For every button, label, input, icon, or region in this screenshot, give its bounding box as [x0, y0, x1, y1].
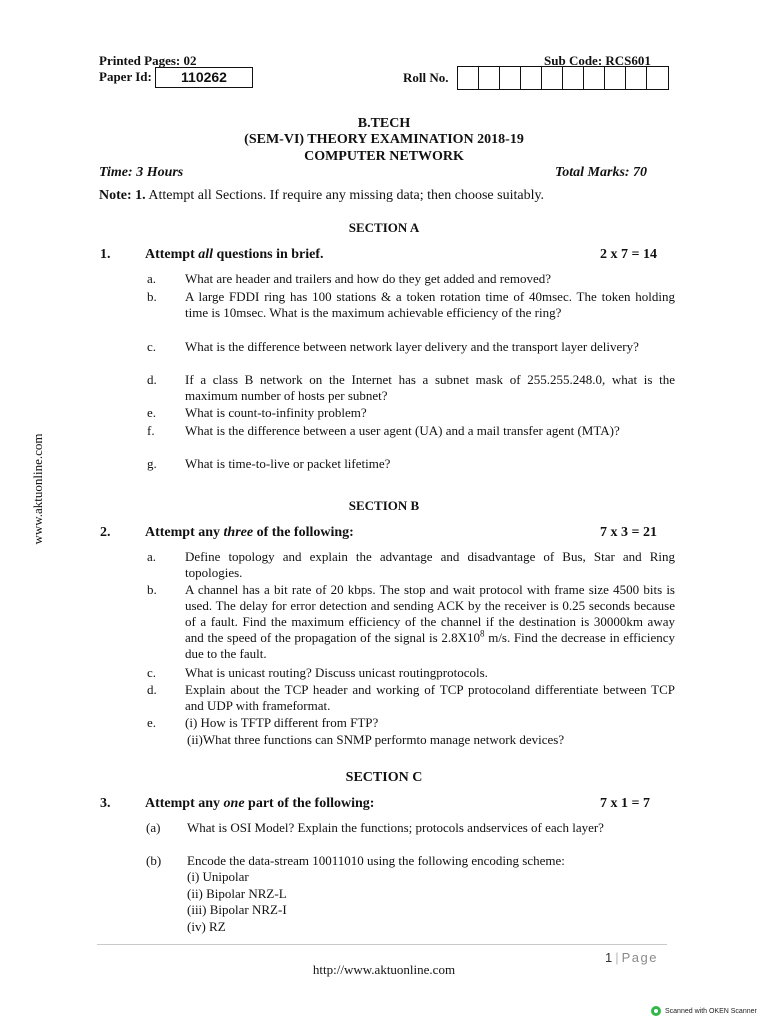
- q1-f-letter: f.: [147, 423, 155, 438]
- q1-f-text: What is the difference between a user agent (UA) and a mail transfer agent (MTA)?: [185, 423, 620, 438]
- q1-c-text: What is the difference between network layer delivery and the transport layer delivery?: [185, 339, 639, 354]
- q1-a-text: What are header and trailers and how do they get added and removed?: [185, 271, 552, 286]
- q2-e-line2: (ii)What three functions can SNMP performto manage network devices?: [187, 732, 565, 747]
- note-number: 1.: [135, 188, 146, 203]
- question-2-number: 2.: [100, 525, 111, 540]
- footer-rule: [97, 944, 667, 945]
- roll-no-box[interactable]: [458, 67, 479, 89]
- note-label: Note:: [99, 188, 132, 203]
- q3-b-sub-2: (ii) Bipolar NRZ-L: [187, 886, 287, 901]
- q1-a-letter: a.: [147, 271, 157, 286]
- page-number: 1 | Page: [605, 950, 658, 965]
- q3-b-letter: (b): [146, 853, 162, 868]
- scanner-logo-icon: [651, 1006, 661, 1016]
- time-label: Time: 3 Hours: [99, 165, 184, 180]
- question-3-marks: 7 x 1 = 7: [600, 796, 650, 811]
- section-a-heading: SECTION A: [348, 220, 420, 235]
- q2-a-text: Define topology and explain the advantage and disadvantage of Bus, Star and Ring topologies.: [185, 549, 675, 580]
- section-c-heading: SECTION C: [345, 770, 423, 785]
- paper-id-value: 110262: [155, 67, 253, 88]
- roll-no-box[interactable]: [584, 67, 605, 89]
- roll-no-box[interactable]: [479, 67, 500, 89]
- question-3-instruction: Attempt any one part of the following:: [145, 796, 375, 811]
- q2-a-letter: a.: [147, 549, 157, 564]
- scanner-label: Scanned with OKEN Scanner: [665, 1007, 757, 1015]
- question-3-number: 3.: [100, 796, 111, 811]
- question-2-marks: 7 x 3 = 21: [600, 525, 657, 540]
- subject-title: COMPUTER NETWORK: [304, 149, 464, 164]
- q2-e-letter: e.: [147, 715, 157, 730]
- q3-a-text: What is OSI Model? Explain the functions; protocols andservices of each layer?: [187, 820, 604, 835]
- q2-d-letter: d.: [147, 682, 157, 697]
- q1-b-text: A large FDDI ring has 100 stations & a token rotation time of 40msec. The token holding time is 10msec. What is the maximum achievable efficiency of the ring?: [185, 289, 675, 320]
- q2-d-text: Explain about the TCP header and working of TCP protocoland differentiate between TCP and UDP with frameformat.: [185, 682, 675, 713]
- roll-no-box[interactable]: [626, 67, 647, 89]
- roll-no-box[interactable]: [521, 67, 542, 89]
- q2-b-letter: b.: [147, 582, 157, 597]
- q1-g-text: What is time-to-live or packet lifetime?: [185, 456, 391, 471]
- paper-id-label: Paper Id:: [99, 69, 152, 84]
- note-text: Attempt all Sections. If require any missing data; then choose suitably.: [148, 188, 545, 203]
- scanner-watermark: [651, 1006, 757, 1016]
- q1-b-letter: b.: [147, 289, 157, 304]
- q1-g-letter: g.: [147, 456, 157, 471]
- q1-d-letter: d.: [147, 372, 157, 387]
- q3-b-text: Encode the data-stream 10011010 using the following encoding scheme:: [187, 853, 565, 868]
- q2-c-letter: c.: [147, 665, 157, 680]
- roll-no-boxes: [457, 66, 669, 90]
- q2-c-text: What is unicast routing? Discuss unicast routingprotocols.: [185, 665, 488, 680]
- roll-no-box[interactable]: [542, 67, 563, 89]
- question-2-instruction: Attempt any three of the following:: [145, 525, 354, 540]
- degree-title: B.TECH: [357, 116, 411, 131]
- question-1-instruction: Attempt all questions in brief.: [145, 247, 324, 262]
- total-marks: Total Marks: 70: [555, 165, 648, 180]
- q3-b-sub-1: (i) Unipolar: [187, 869, 249, 884]
- roll-no-box[interactable]: [563, 67, 584, 89]
- q3-b-sub-3: (iii) Bipolar NRZ-I: [187, 902, 287, 917]
- side-watermark: www.aktuonline.com: [30, 433, 45, 545]
- question-1-marks: 2 x 7 = 14: [600, 247, 657, 262]
- q1-e-letter: e.: [147, 405, 157, 420]
- q1-d-text: If a class B network on the Internet has a subnet mask of 255.255.248.0, what is the maximum number of hosts per subnet?: [185, 372, 675, 403]
- note: [99, 188, 544, 204]
- q2-e-line1: (i) How is TFTP different from FTP?: [185, 715, 379, 730]
- roll-no-box[interactable]: [605, 67, 626, 89]
- q1-e-text: What is count-to-infinity problem?: [185, 405, 367, 420]
- q1-c-letter: c.: [147, 339, 157, 354]
- roll-no-box[interactable]: [500, 67, 521, 89]
- q3-a-letter: (a): [146, 820, 161, 835]
- question-1-number: 1.: [100, 247, 111, 262]
- roll-no-label: Roll No.: [403, 70, 449, 85]
- q3-b-sub-4: (iv) RZ: [187, 919, 226, 934]
- q2-b-text: A channel has a bit rate of 20 kbps. The stop and wait protocol with frame size 4500 bits is used. The delay for error detection and sending ACK by the receiver is 0.25 seconds because of a fault. Find the maximum efficiency of the channel if the destination is 30000km away and the speed of the propagation of the signal is $2.8X10^8$ m/s. Find the decrease in efficiency due to the fault.: [185, 582, 675, 661]
- footer-url[interactable]: http://www.aktuonline.com: [312, 962, 456, 977]
- exam-title: (SEM-VI) THEORY EXAMINATION 2018-19: [244, 132, 524, 147]
- printed-pages: Printed Pages: 02: [99, 53, 197, 68]
- sub-code: Sub Code: RCS601: [544, 53, 651, 68]
- section-b-heading: SECTION B: [348, 498, 420, 513]
- roll-no-box[interactable]: [647, 67, 668, 89]
